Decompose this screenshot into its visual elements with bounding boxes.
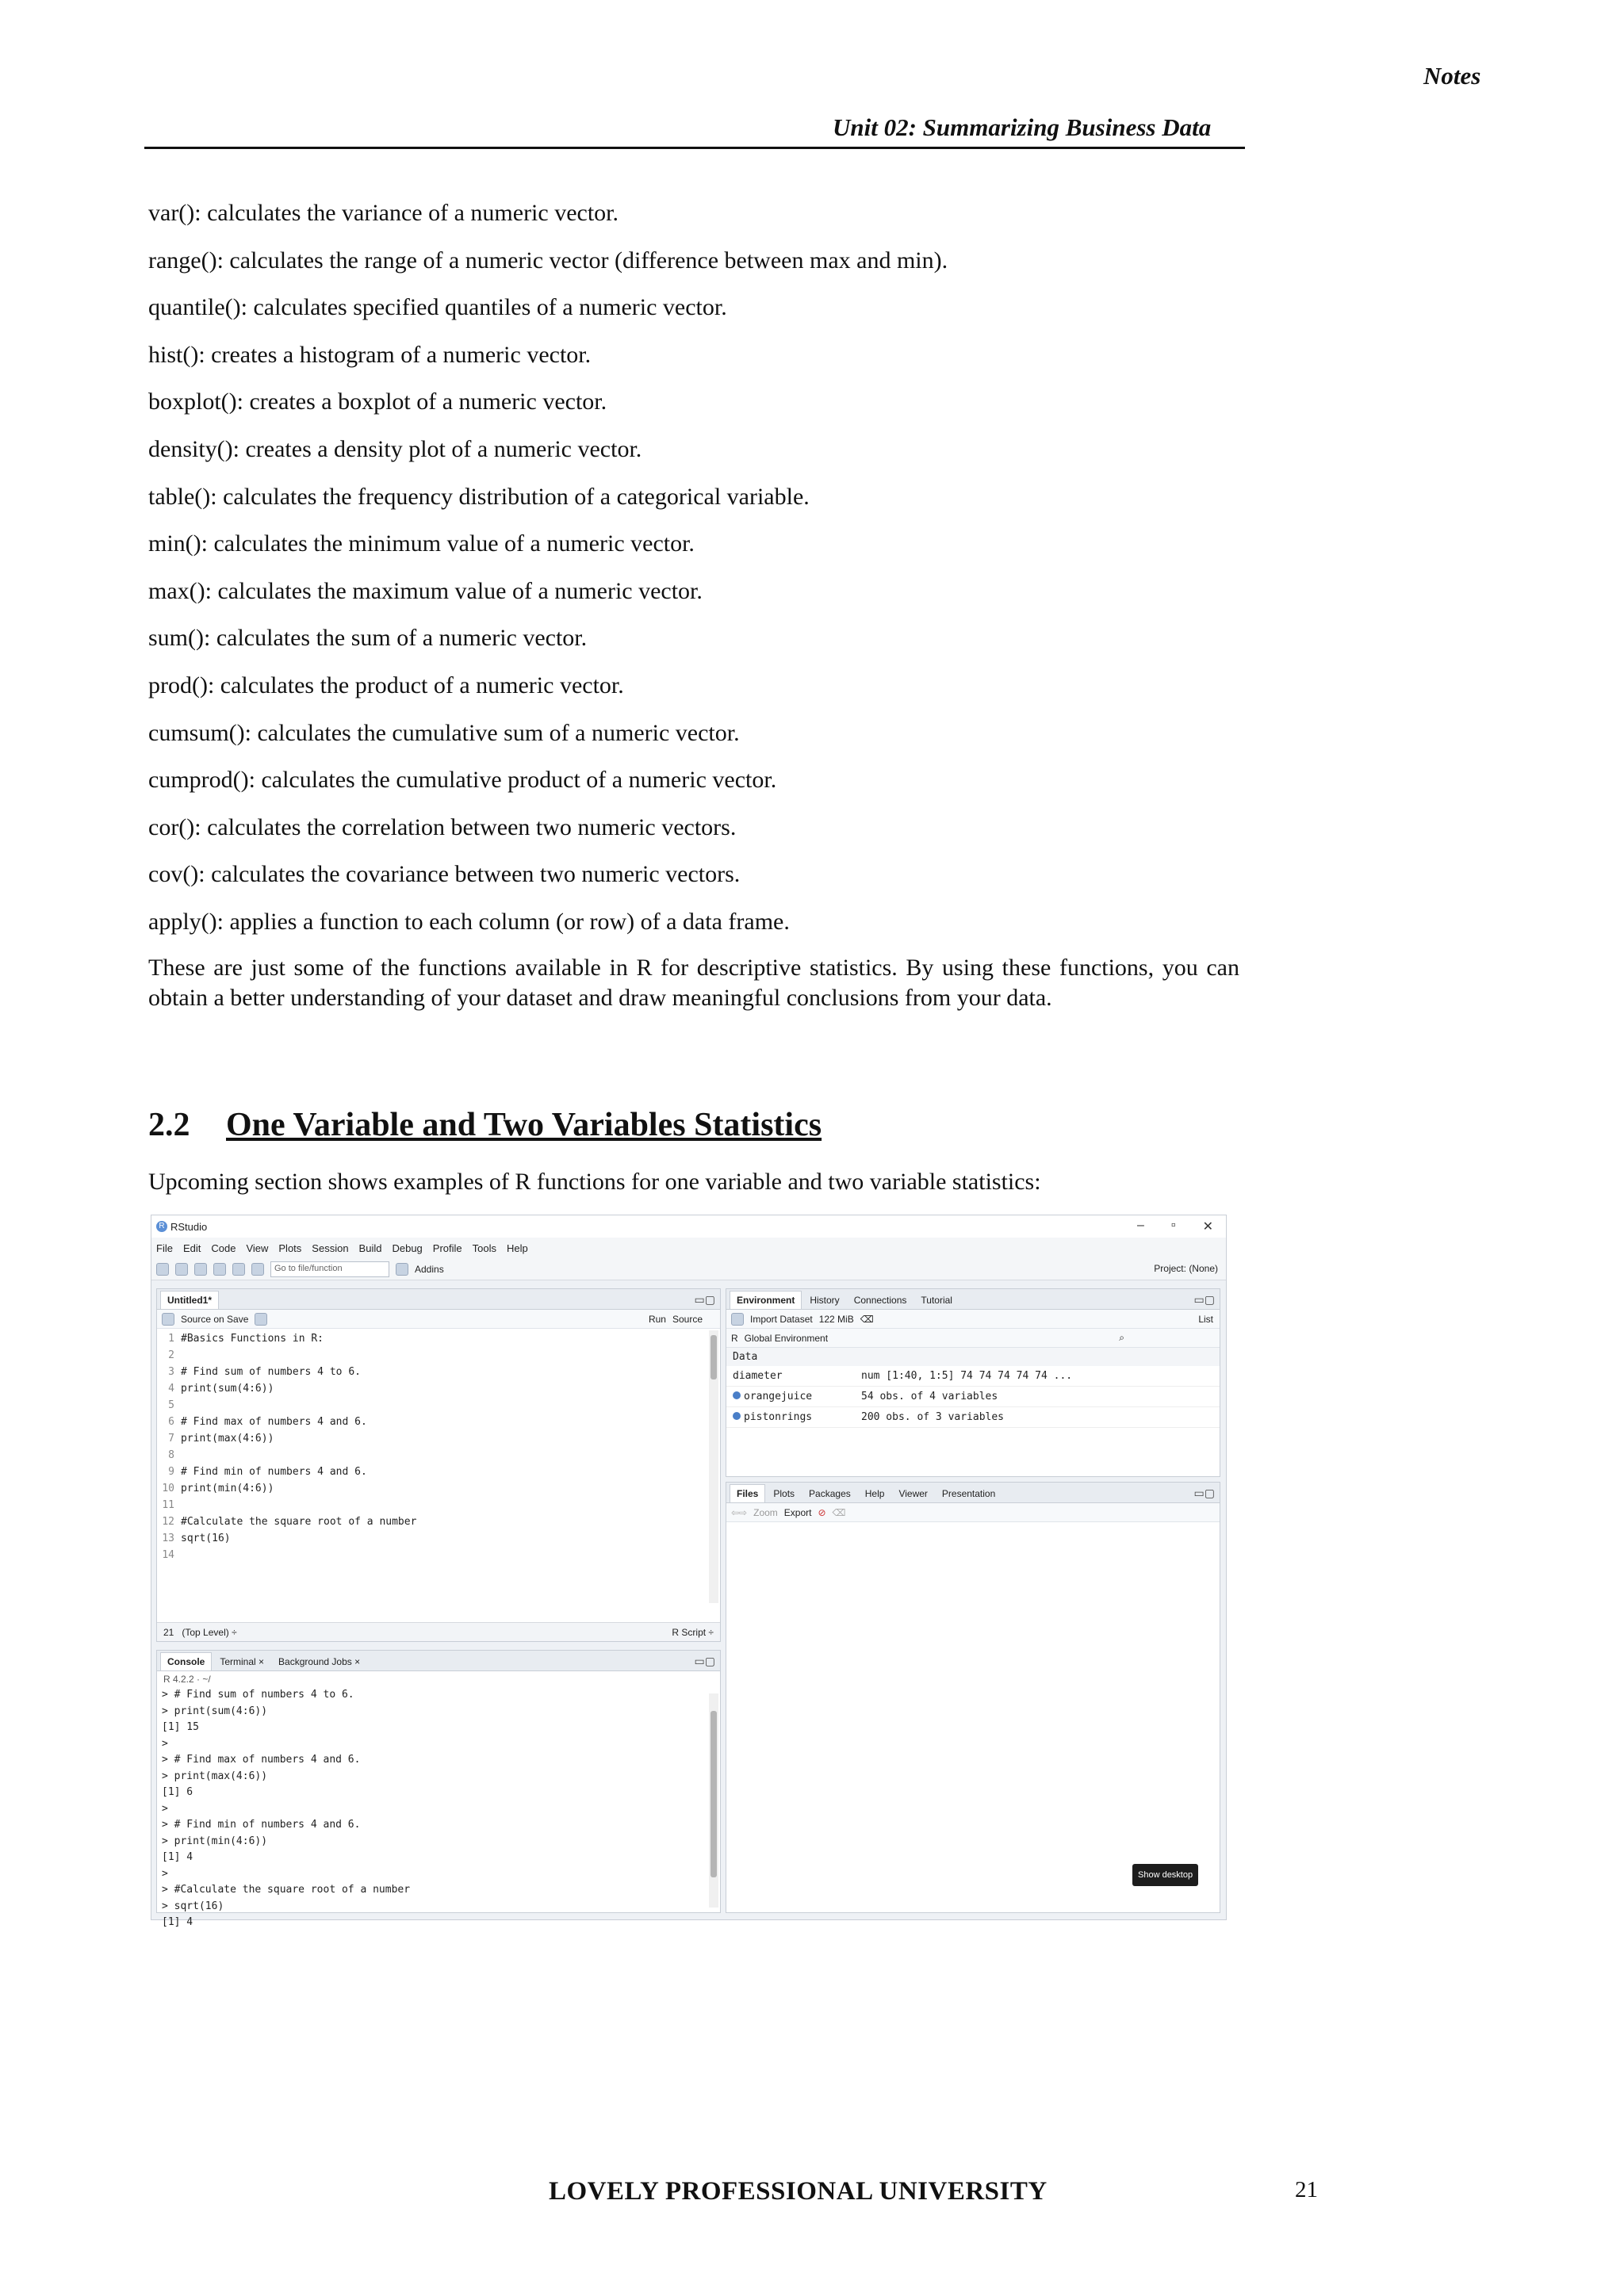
addins-menu[interactable]: Addins xyxy=(415,1263,444,1275)
menu-item[interactable]: Code xyxy=(211,1242,236,1254)
function-description: cov(): calculates the covariance between two numeric vectors. xyxy=(148,861,741,888)
cursor-position: 21 xyxy=(163,1626,174,1638)
code-line xyxy=(157,1397,720,1414)
code-line xyxy=(157,1497,720,1513)
minimize-button[interactable]: – xyxy=(1137,1219,1144,1232)
memory-usage[interactable]: 122 MiB xyxy=(818,1313,854,1325)
code-text: print(sum(4:6)) xyxy=(181,1383,274,1395)
source-button[interactable]: Source xyxy=(672,1313,703,1325)
code-line xyxy=(157,1464,720,1480)
code-line xyxy=(157,1480,720,1497)
section-title: One Variable and Two Variables Statistics xyxy=(226,1107,822,1143)
variable-name: pistonrings xyxy=(744,1411,813,1423)
function-description: hist(): creates a histogram of a numeric vector. xyxy=(148,341,592,368)
environment-row[interactable] xyxy=(726,1366,1220,1387)
files-pane xyxy=(726,1482,1220,1913)
code-line xyxy=(157,1330,720,1347)
line-number: 12 xyxy=(162,1516,174,1528)
environment-pane xyxy=(726,1288,1220,1477)
pane-minmax-icon[interactable]: ▭▢ xyxy=(694,1293,715,1306)
search-icon[interactable] xyxy=(255,1313,267,1326)
code-line xyxy=(157,1364,720,1380)
menu-item[interactable]: Plots xyxy=(278,1242,302,1254)
pane-tab[interactable]: Plots xyxy=(767,1485,801,1502)
console-line: > # Find max of numbers 4 and 6. xyxy=(162,1754,361,1766)
console-line: > print(sum(4:6)) xyxy=(162,1705,268,1717)
expand-icon[interactable] xyxy=(733,1412,741,1420)
editor-pane xyxy=(156,1288,721,1642)
footer-university: LOVELY PROFESSIONAL UNIVERSITY xyxy=(549,2177,1048,2206)
remove-plot-icon[interactable]: ⊘ xyxy=(818,1506,826,1518)
summary-paragraph: These are just some of the functions available in R for descriptive statistics. By using these functions, you can obtain a better understanding of your dataset and draw meaningful conclusions from your data. xyxy=(148,955,1239,1011)
line-number: 10 xyxy=(162,1483,174,1494)
console-line: > xyxy=(162,1802,168,1815)
rstudio-screenshot xyxy=(151,1215,1227,1928)
header-rule xyxy=(144,147,1245,149)
console-line: [1] 4 xyxy=(162,1916,193,1928)
pane-tab[interactable]: Help xyxy=(859,1485,891,1502)
list-view-button[interactable]: List xyxy=(1198,1313,1213,1325)
console-output[interactable] xyxy=(157,1687,720,1931)
code-line xyxy=(157,1430,720,1447)
code-line xyxy=(157,1447,720,1464)
line-number: 11 xyxy=(162,1499,174,1511)
pane-tab[interactable]: Tutorial xyxy=(914,1292,959,1309)
run-button[interactable]: Run xyxy=(648,1313,666,1325)
project-menu[interactable]: Project: (None) xyxy=(1154,1263,1218,1274)
pane-tab[interactable]: Packages xyxy=(802,1485,857,1502)
pane-tab[interactable]: Terminal × xyxy=(213,1653,270,1670)
tab-untitled1[interactable]: Untitled1* xyxy=(160,1291,219,1309)
line-number: 13 xyxy=(162,1533,174,1544)
line-number: 2 xyxy=(168,1349,174,1361)
line-number: 14 xyxy=(162,1549,174,1561)
menu-item[interactable]: Debug xyxy=(392,1242,423,1254)
console-line: [1] 6 xyxy=(162,1786,193,1798)
broom-icon[interactable]: ⌫ xyxy=(832,1506,846,1518)
section-number: 2.2 xyxy=(148,1107,190,1143)
close-button[interactable]: ✕ xyxy=(1202,1220,1213,1234)
line-number: 3 xyxy=(168,1366,174,1378)
console-line: > # Find sum of numbers 4 to 6. xyxy=(162,1689,354,1701)
line-number: 7 xyxy=(168,1433,174,1445)
section-intro: Upcoming section shows examples of R functions for one variable and two variable statistics: xyxy=(148,1169,1041,1195)
goto-file-input[interactable]: Go to file/function xyxy=(270,1261,389,1277)
pane-tab[interactable]: Environment xyxy=(730,1291,802,1309)
console-line: > print(max(4:6)) xyxy=(162,1770,268,1782)
save-all-icon[interactable] xyxy=(232,1263,245,1276)
new-file-icon[interactable] xyxy=(156,1263,169,1276)
menu-item[interactable]: View xyxy=(246,1242,269,1254)
window-title: RStudio xyxy=(170,1220,208,1233)
function-description: table(): calculates the frequency distribution of a categorical variable. xyxy=(148,483,810,510)
code-text: # Find min of numbers 4 and 6. xyxy=(181,1466,367,1478)
pane-tab[interactable]: Presentation xyxy=(936,1485,1002,1502)
code-text: #Basics Functions in R: xyxy=(181,1333,324,1345)
code-text: print(max(4:6)) xyxy=(181,1433,274,1445)
function-description: apply(): applies a function to each column (or row) of a data frame. xyxy=(148,909,790,935)
running-header: Unit 02: Summarizing Business Data xyxy=(833,113,1212,141)
function-description: cumsum(): calculates the cumulative sum of a numeric vector. xyxy=(148,719,740,746)
code-line xyxy=(157,1347,720,1364)
function-description: cumprod(): calculates the cumulative product of a numeric vector. xyxy=(148,767,777,794)
new-project-icon[interactable] xyxy=(175,1263,188,1276)
console-line: > xyxy=(162,1867,168,1880)
menu-item[interactable]: Build xyxy=(358,1242,382,1254)
pane-tab[interactable]: Console xyxy=(160,1652,212,1670)
language-selector[interactable]: R xyxy=(731,1332,738,1344)
variable-value: 200 obs. of 3 variables xyxy=(861,1411,1005,1423)
pane-minmax-icon[interactable]: ▭▢ xyxy=(1193,1293,1215,1306)
expand-icon[interactable] xyxy=(733,1391,741,1399)
r-version: R 4.2.2 · ~/ xyxy=(163,1674,211,1685)
console-pane xyxy=(156,1650,721,1928)
global-env-selector[interactable]: Global Environment xyxy=(744,1332,829,1344)
function-description: sum(): calculates the sum of a numeric vector. xyxy=(148,625,588,652)
environment-row[interactable] xyxy=(726,1407,1220,1428)
code-line xyxy=(157,1380,720,1397)
menu-item[interactable]: Help xyxy=(507,1242,528,1254)
code-editor[interactable] xyxy=(157,1329,720,1563)
zoom-button[interactable]: Zoom xyxy=(753,1506,778,1518)
load-icon[interactable] xyxy=(731,1313,744,1326)
pane-tab[interactable]: Connections xyxy=(848,1292,914,1309)
code-text: # Find sum of numbers 4 to 6. xyxy=(181,1366,361,1378)
console-line: > print(min(4:6)) xyxy=(162,1835,268,1847)
environment-row[interactable] xyxy=(726,1387,1220,1407)
back-icon[interactable]: ⇦⇨ xyxy=(731,1506,748,1518)
console-line: [1] 15 xyxy=(162,1721,199,1733)
console-line: > # Find min of numbers 4 and 6. xyxy=(162,1819,361,1831)
save-icon[interactable] xyxy=(213,1263,226,1276)
menu-bar xyxy=(151,1238,1226,1258)
pane-tab[interactable]: Viewer xyxy=(892,1485,933,1502)
function-description: density(): creates a density plot of a numeric vector. xyxy=(148,436,642,462)
code-line xyxy=(157,1547,720,1563)
console-line: > #Calculate the square root of a number xyxy=(162,1884,411,1896)
function-description: boxplot(): creates a boxplot of a numeric vector. xyxy=(148,388,607,415)
code-line xyxy=(157,1513,720,1530)
variable-name: orangejuice xyxy=(744,1391,813,1402)
menu-item[interactable]: Session xyxy=(312,1242,349,1254)
code-text: #Calculate the square root of a number xyxy=(181,1516,417,1528)
console-line: > xyxy=(162,1737,168,1750)
data-section-header: Data xyxy=(726,1348,1220,1366)
file-type-selector[interactable]: R Script ÷ xyxy=(672,1626,714,1638)
line-number: 8 xyxy=(168,1449,174,1461)
grid-icon[interactable] xyxy=(396,1263,408,1276)
console-line: [1] 4 xyxy=(162,1851,193,1863)
import-dataset-button[interactable]: Import Dataset xyxy=(750,1313,813,1325)
menu-item[interactable]: Profile xyxy=(432,1242,462,1254)
rstudio-logo-icon: R xyxy=(156,1221,167,1232)
save-icon[interactable] xyxy=(162,1313,174,1326)
export-button[interactable]: Export xyxy=(783,1506,812,1518)
print-icon[interactable] xyxy=(251,1263,264,1276)
line-number: 1 xyxy=(168,1333,174,1345)
function-description: min(): calculates the minimum value of a numeric vector. xyxy=(148,530,695,557)
code-line xyxy=(157,1414,720,1430)
page-number: 21 xyxy=(1295,2177,1318,2202)
menu-item[interactable]: Edit xyxy=(182,1242,201,1254)
scope-selector[interactable]: (Top Level) ÷ xyxy=(182,1626,237,1638)
function-description: var(): calculates the variance of a numeric vector. xyxy=(148,200,619,226)
line-number: 9 xyxy=(168,1466,174,1478)
line-number: 5 xyxy=(168,1399,174,1411)
function-description: cor(): calculates the correlation between two numeric vectors. xyxy=(148,813,737,840)
line-number: 6 xyxy=(168,1416,174,1428)
broom-icon[interactable]: ⌫ xyxy=(860,1313,874,1325)
title-bar xyxy=(151,1215,1226,1238)
variable-value: num [1:40, 1:5] 74 74 74 74 74 ... xyxy=(861,1370,1073,1382)
pane-tab[interactable]: Files xyxy=(730,1484,765,1502)
pane-tab[interactable]: History xyxy=(803,1292,845,1309)
code-text: # Find max of numbers 4 and 6. xyxy=(181,1416,367,1428)
source-on-save-checkbox[interactable]: Source on Save xyxy=(181,1313,249,1325)
function-description: max(): calculates the maximum value of a numeric vector. xyxy=(148,577,703,604)
code-text: sqrt(16) xyxy=(181,1533,231,1544)
maximize-button[interactable]: ▫ xyxy=(1170,1219,1176,1232)
function-description: quantile(): calculates specified quantiles of a numeric vector. xyxy=(148,294,727,321)
variable-value: 54 obs. of 4 variables xyxy=(861,1391,998,1402)
console-line: > sqrt(16) xyxy=(162,1900,224,1912)
pane-tab[interactable]: Background Jobs × xyxy=(272,1653,366,1670)
pane-minmax-icon[interactable]: ▭▢ xyxy=(694,1655,715,1667)
variable-name: diameter xyxy=(733,1370,783,1382)
notes-label: Notes xyxy=(1423,62,1481,90)
function-description: prod(): calculates the product of a numeric vector. xyxy=(148,672,624,698)
menu-item[interactable]: Tools xyxy=(472,1242,496,1254)
code-text: print(min(4:6)) xyxy=(181,1483,274,1494)
main-toolbar xyxy=(151,1258,1226,1280)
show-desktop-button[interactable]: Show desktop xyxy=(1132,1864,1198,1886)
open-file-icon[interactable] xyxy=(194,1263,207,1276)
search-icon[interactable]: ⌕ xyxy=(1119,1332,1124,1343)
pane-minmax-icon[interactable]: ▭▢ xyxy=(1193,1487,1215,1499)
line-number: 4 xyxy=(168,1383,174,1395)
function-description: range(): calculates the range of a numeric vector (difference between max and min). xyxy=(148,247,948,274)
code-line xyxy=(157,1530,720,1547)
menu-item[interactable]: File xyxy=(156,1242,173,1254)
